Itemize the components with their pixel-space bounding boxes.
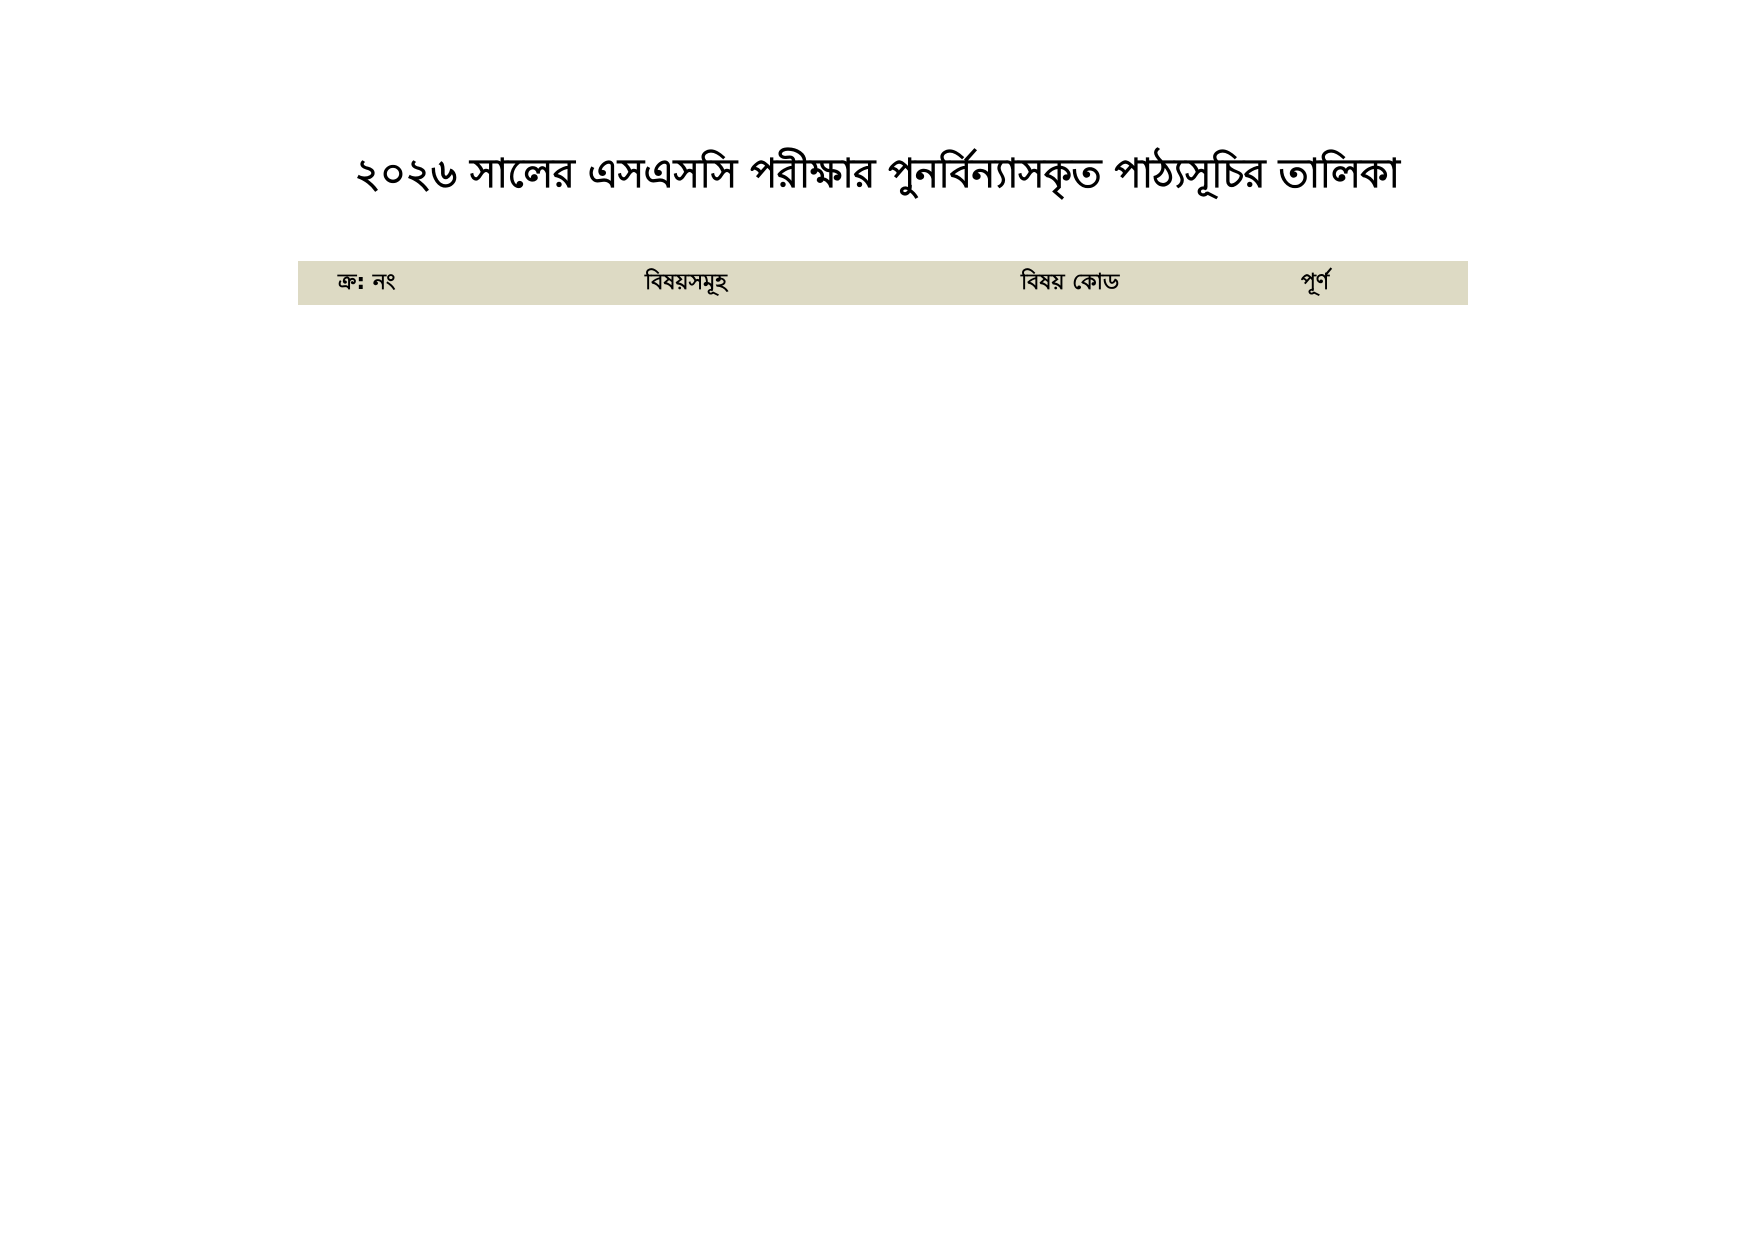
- column-header-full: পূর্ণ: [1301, 270, 1330, 295]
- column-header-serial-number: ক্র: নং: [338, 270, 396, 295]
- column-header-subjects: বিষয়সমূহ: [645, 270, 727, 295]
- column-header-subject-code: বিষয় কোড: [1021, 270, 1120, 295]
- page-title: ২০২৬ সালের এসএসসি পরীক্ষার পুনর্বিন্যাসকৃত পাঠ্যসূচির তালিকা: [354, 150, 1400, 197]
- syllabus-table-header: [298, 261, 1468, 305]
